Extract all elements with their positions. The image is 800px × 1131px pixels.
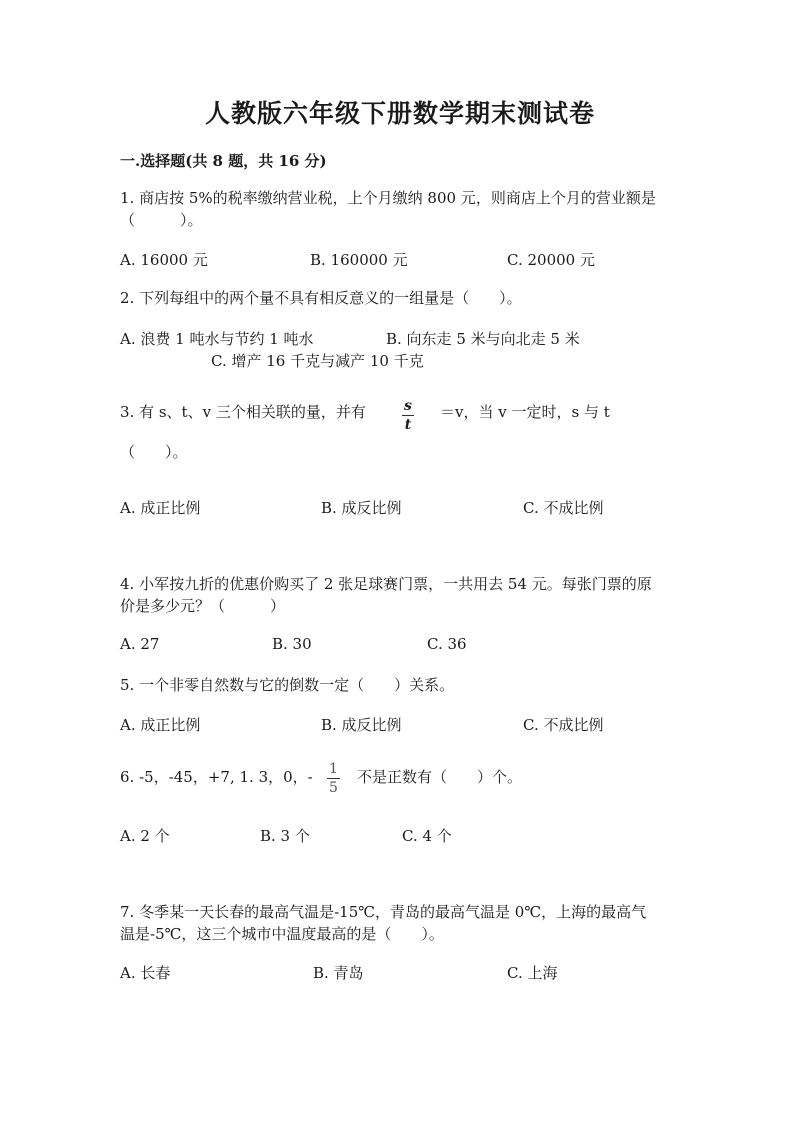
fraction-one-fifth <box>327 762 340 795</box>
fraction-denominator: t <box>404 417 412 433</box>
question-2-text: 2. 下列每组中的两个量不具有相反意义的一组量是（ ）。 <box>120 289 522 307</box>
question-2-option-b: B. 向东走 5 米与向北走 5 米 <box>386 330 580 348</box>
question-4-text: 4. 小军按九折的优惠价购买了 2 张足球赛门票，一共用去 54 元。每张门票的原 <box>120 575 652 593</box>
question-5-text: 5. 一个非零自然数与它的倒数一定（ ）关系。 <box>120 676 455 694</box>
question-1-option-a: A. 16000 元 <box>120 251 208 269</box>
question-5-option-c: C. 不成比例 <box>523 716 604 734</box>
question-6-option-b: B. 3 个 <box>260 827 310 845</box>
question-3-option-b: B. 成反比例 <box>321 499 402 517</box>
question-2-option-a: A. 浪费 1 吨水与节约 1 吨水 <box>120 330 314 348</box>
page-title: 人教版六年级下册数学期末测试卷 <box>204 99 595 128</box>
question-1-text: 1. 商店按 5%的税率缴纳营业税，上个月缴纳 800 元，则商店上个月的营业额是 <box>120 189 656 207</box>
question-3-text-start: 3. 有 s、t、v 三个相关联的量，并有 <box>120 403 366 421</box>
question-7-text-cont: 温是-5℃，这三个城市中温度最高的是（ ）。 <box>120 925 444 943</box>
fraction-numerator: 1 <box>329 761 338 777</box>
question-3-text-end: ＝v，当 v 一定时，s 与 t <box>440 403 610 421</box>
question-6-text-start: 6. -5，-45，+7, 1. 3，0，- <box>120 768 313 786</box>
section-heading: 一.选择题(共 8 题，共 16 分) <box>120 152 327 170</box>
question-6-option-c: C. 4 个 <box>402 827 452 845</box>
question-1-blank: （ ）。 <box>120 211 203 229</box>
fraction-numerator: s <box>404 398 412 414</box>
question-3-blank: （ ）。 <box>120 443 188 461</box>
question-4-option-b: B. 30 <box>272 635 312 653</box>
question-7-text: 7. 冬季某一天长春的最高气温是-15℃，青岛的最高气温是 0℃，上海的最高气 <box>120 903 647 921</box>
question-4-option-c: C. 36 <box>427 635 467 653</box>
fraction-bar <box>327 778 340 779</box>
fraction-bar <box>402 415 414 416</box>
fraction-denominator: 5 <box>329 780 338 796</box>
question-3-option-c: C. 不成比例 <box>523 499 604 517</box>
question-1-option-c: C. 20000 元 <box>507 251 595 269</box>
question-6-option-a: A. 2 个 <box>120 827 170 845</box>
question-5-option-b: B. 成反比例 <box>321 716 402 734</box>
question-2-option-c: C. 增产 16 千克与减产 10 千克 <box>211 352 424 370</box>
fraction-s-over-t <box>402 399 414 432</box>
question-5-option-a: A. 成正比例 <box>120 716 201 734</box>
question-4-text-cont: 价是多少元？（ ） <box>120 597 286 615</box>
question-7-option-c: C. 上海 <box>507 964 558 982</box>
question-3-option-a: A. 成正比例 <box>120 499 201 517</box>
question-7-option-b: B. 青岛 <box>313 964 364 982</box>
question-4-option-a: A. 27 <box>120 635 160 653</box>
question-1-option-b: B. 160000 元 <box>310 251 408 269</box>
question-7-option-a: A. 长春 <box>120 964 171 982</box>
question-6-text-end: 不是正数有（ ）个。 <box>357 768 523 786</box>
